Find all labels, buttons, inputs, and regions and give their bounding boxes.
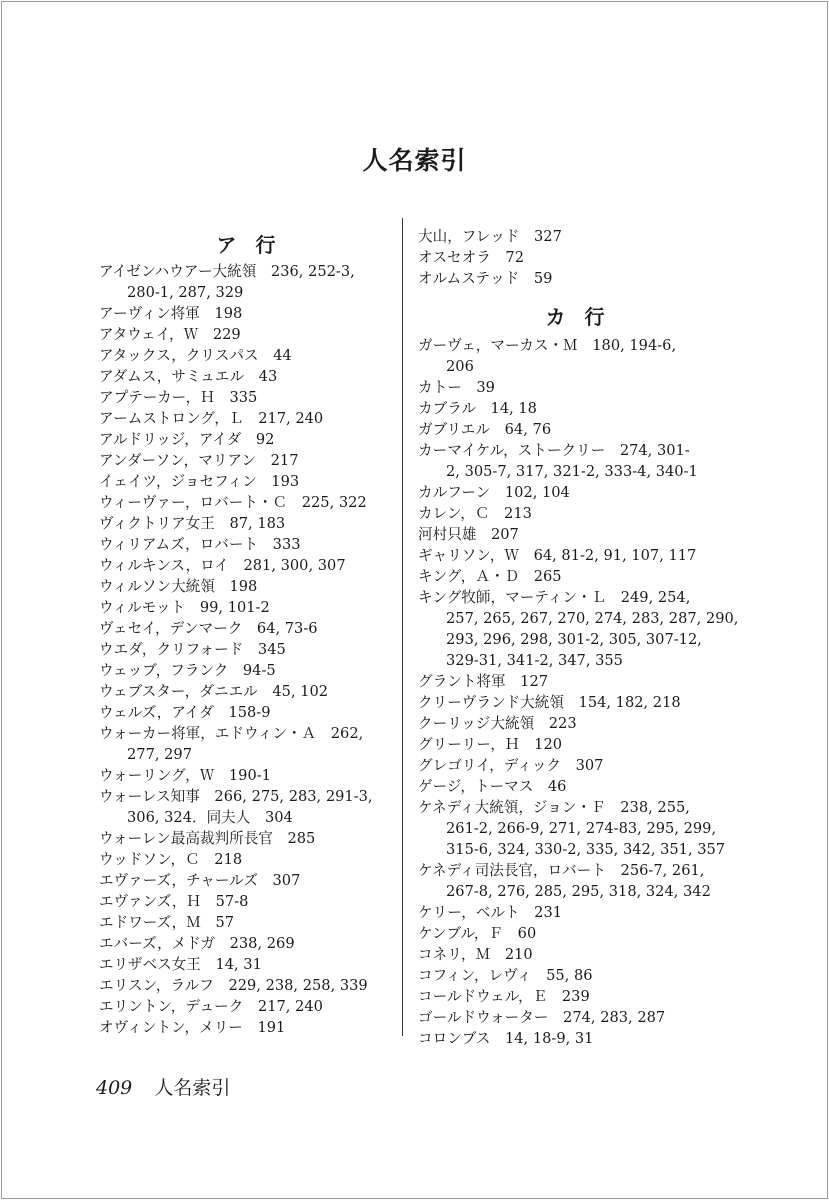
index-entry <box>418 776 718 797</box>
page-title: 人名索引 <box>362 146 467 175</box>
index-entry-line: ウィルキンス，ロイ 281, 300, 307 <box>99 557 346 574</box>
index-entry <box>99 765 389 786</box>
index-entry-line: クリーヴランド大統領 154, 182, 218 <box>418 694 681 711</box>
index-entry-line: キング牧師，マーティン・Ｌ 249, 254, <box>418 589 691 606</box>
index-entry <box>418 944 718 965</box>
column-divider <box>402 218 403 1036</box>
index-entry <box>99 618 389 639</box>
index-entry <box>418 524 718 545</box>
index-entry-line: アタウェイ，Ｗ 229 <box>99 326 241 343</box>
index-entry <box>99 366 389 387</box>
index-entry <box>99 702 389 723</box>
entry-list <box>418 335 739 1049</box>
index-entry <box>99 450 389 471</box>
index-entry-line: カーマイケル，ストークリー 274, 301- <box>418 442 690 459</box>
index-entry <box>99 681 389 702</box>
index-entry-continuation: 261-2, 266-9, 271, 274-83, 295, 299, <box>446 820 717 837</box>
index-entry-line: ケリー，ベルト 231 <box>418 904 563 921</box>
index-entry-line: ギャリソン，Ｗ 64, 81-2, 91, 107, 117 <box>418 547 697 564</box>
index-entry <box>99 891 389 912</box>
index-entry-line: アンダーソン，マリアン 217 <box>99 452 299 469</box>
index-entry <box>418 268 718 289</box>
index-entry-line: グリーリー，Ｈ 120 <box>418 736 563 753</box>
index-entry <box>99 492 389 513</box>
index-entry-line: ウォーリング，Ｗ 190-1 <box>99 767 271 784</box>
index-entry-line: コールドウェル，Ｅ 239 <box>418 988 590 1005</box>
index-entry-line: ウッドソン，Ｃ 218 <box>99 851 243 868</box>
index-entry <box>418 692 718 713</box>
index-entry-line: グラント将軍 127 <box>418 673 549 690</box>
index-entry <box>99 912 389 933</box>
index-entry <box>99 576 389 597</box>
index-entry-line: ウィルモット 99, 101-2 <box>99 599 270 616</box>
index-entry <box>99 849 389 870</box>
section-heading-ka-row: カ 行 <box>545 305 611 329</box>
index-entry-continuation: 306, 324．同夫人 304 <box>127 809 293 826</box>
index-entry <box>99 555 389 576</box>
index-entry-line: ゴールドウォーター 274, 283, 287 <box>418 1009 666 1026</box>
index-entry-continuation: 206 <box>446 358 474 375</box>
index-entry <box>99 597 389 618</box>
index-entry <box>418 377 718 398</box>
index-entry-line: ウエダ，クリフォード 345 <box>99 641 286 658</box>
index-entry-line: カトー 39 <box>418 379 495 396</box>
index-entry <box>418 482 718 503</box>
index-entry-line: アームストロング，Ｌ 217, 240 <box>99 410 324 427</box>
index-entry <box>418 797 726 860</box>
entry-list <box>418 226 718 289</box>
index-entry <box>418 986 718 1007</box>
index-entry-line: ケネディ司法長官，ロバート 256-7, 261, <box>418 862 705 879</box>
index-entry <box>99 954 389 975</box>
index-entry-line: ウェッブ，フランク 94-5 <box>99 662 276 679</box>
index-entry <box>418 713 718 734</box>
index-entry-line: ウォーレス知事 266, 275, 283, 291-3, <box>99 788 373 805</box>
index-entry-line: エヴァーズ，チャールズ 307 <box>99 872 301 889</box>
index-entry-continuation: 2, 305-7, 317, 321-2, 333-4, 340-1 <box>446 463 698 480</box>
index-entry <box>418 398 718 419</box>
index-entry <box>99 975 389 996</box>
index-entry <box>418 226 718 247</box>
index-entry <box>418 755 718 776</box>
index-entry <box>418 965 718 986</box>
index-entry-line: エリザベス女王 14, 31 <box>99 956 262 973</box>
index-entry-line: カレン，Ｃ 213 <box>418 505 532 522</box>
index-entry <box>418 545 718 566</box>
index-entry <box>99 471 389 492</box>
index-entry <box>99 660 389 681</box>
index-entry-line: オルムステッド 59 <box>418 270 553 287</box>
index-entry-continuation: 267-8, 276, 285, 295, 318, 324, 342 <box>446 883 711 900</box>
index-entry-line: ウォーカー将軍，エドウィン・Ａ 262, <box>99 725 364 742</box>
index-entry-line: アタックス，クリスパス 44 <box>99 347 292 364</box>
index-entry <box>418 860 718 902</box>
index-entry <box>418 734 718 755</box>
entry-list <box>99 261 389 1038</box>
index-entry-line: ウェブスター，ダニエル 45, 102 <box>99 683 329 700</box>
index-entry-line: ケネディ大統領，ジョン・Ｆ 238, 255, <box>418 799 690 816</box>
index-entry-line: アーヴィン将軍 198 <box>99 305 243 322</box>
index-entry-line: コフィン，レヴィ 55, 86 <box>418 967 593 984</box>
index-entry-line: ヴェセイ，デンマーク 64, 73-6 <box>99 620 318 637</box>
index-entry-line: エリスン，ラルフ 229, 238, 258, 339 <box>99 977 368 994</box>
index-entry-line: イェイツ，ジョセフィン 193 <box>99 473 300 490</box>
index-entry <box>99 387 389 408</box>
index-entry <box>99 303 389 324</box>
index-entry-continuation: 329-31, 341-2, 347, 355 <box>446 652 623 669</box>
index-entry-line: エヴァンズ，Ｈ 57-8 <box>99 893 249 910</box>
index-entry <box>99 513 389 534</box>
index-entry-line: エドワーズ，Ｍ 57 <box>99 914 235 931</box>
section-heading-a-row: ア 行 <box>216 233 282 257</box>
page-footer <box>96 1073 230 1100</box>
index-entry <box>99 534 389 555</box>
index-entry-line: ヴィクトリア女王 87, 183 <box>99 515 286 532</box>
index-entry-line: グレゴリイ，ディック 307 <box>418 757 604 774</box>
index-entry-continuation: 277, 297 <box>127 746 192 763</box>
index-entry <box>418 1007 718 1028</box>
index-entry-line: オスセオラ 72 <box>418 249 524 266</box>
index-entry-line: ゲージ，トーマス 46 <box>418 778 567 795</box>
index-entry-line: 大山，フレッド 327 <box>418 228 562 245</box>
index-column-right <box>418 226 739 1049</box>
index-entry-line: エバーズ，メドガ 238, 269 <box>99 935 295 952</box>
index-entry <box>99 723 389 765</box>
index-entry <box>418 671 718 692</box>
index-entry-line: エリントン，デューク 217, 240 <box>99 998 323 1015</box>
index-entry <box>418 503 718 524</box>
index-entry-line: ウィーヴァー，ロバート・Ｃ 225, 322 <box>99 494 367 511</box>
index-entry-line: ウォーレン最高裁判所長官 285 <box>99 830 316 847</box>
index-entry-line: アダムス，サミュエル 43 <box>99 368 278 385</box>
index-entry <box>418 566 718 587</box>
index-entry-line: アイゼンハウアー大統領 236, 252-3, <box>99 263 355 280</box>
index-entry <box>418 247 718 268</box>
index-entry-line: コネリ，Ｍ 210 <box>418 946 533 963</box>
index-entry <box>99 324 389 345</box>
index-entry <box>99 828 389 849</box>
index-entry-line: ケンブル，Ｆ 60 <box>418 925 537 942</box>
index-entry <box>99 933 389 954</box>
index-entry <box>418 440 718 482</box>
index-column-left <box>99 231 389 1038</box>
footer-section-title: 人名索引 <box>154 1077 231 1099</box>
index-entry-line: ガブリエル 64, 76 <box>418 421 552 438</box>
index-entry <box>99 429 389 450</box>
index-entry <box>99 786 389 828</box>
index-entry-line: キング，Ａ・Ｄ 265 <box>418 568 562 585</box>
index-entry-line: オヴィントン，メリー 191 <box>99 1019 286 1036</box>
index-entry-line: 河村只雄 207 <box>418 526 519 543</box>
index-entry-line: ウィルソン大統領 198 <box>99 578 258 595</box>
index-entry <box>99 1017 389 1038</box>
index-entry <box>418 419 718 440</box>
index-entry-line: ウェルズ，アイダ 158-9 <box>99 704 271 721</box>
index-entry <box>99 408 389 429</box>
index-entry <box>99 639 389 660</box>
index-entry <box>418 923 718 944</box>
index-entry-line: カブラル 14, 18 <box>418 400 537 417</box>
index-entry-line: ウィリアムズ，ロバート 333 <box>99 536 301 553</box>
index-entry <box>99 261 389 303</box>
index-entry <box>418 1028 718 1049</box>
index-entry-line: アプテーカー，Ｈ 335 <box>99 389 258 406</box>
index-entry <box>418 902 718 923</box>
page-number: 409 <box>96 1077 133 1099</box>
index-entry-continuation: 257, 265, 267, 270, 274, 283, 287, 290, <box>446 610 739 627</box>
index-entry <box>418 587 739 671</box>
index-entry-continuation: 293, 296, 298, 301-2, 305, 307-12, <box>446 631 702 648</box>
index-entry-continuation: 280-1, 287, 329 <box>127 284 244 301</box>
index-entry <box>418 335 718 377</box>
index-entry <box>99 996 389 1017</box>
index-entry-line: アルドリッジ，アイダ 92 <box>99 431 275 448</box>
index-entry-continuation: 315-6, 324, 330-2, 335, 342, 351, 357 <box>446 841 726 858</box>
index-entry-line: クーリッジ大統領 223 <box>418 715 577 732</box>
index-entry <box>99 870 389 891</box>
index-entry-line: カルフーン 102, 104 <box>418 484 570 501</box>
index-entry-line: ガーヴェ，マーカス・Ｍ 180, 194-6, <box>418 337 677 354</box>
index-entry <box>99 345 389 366</box>
index-entry-line: コロンブス 14, 18-9, 31 <box>418 1030 594 1047</box>
